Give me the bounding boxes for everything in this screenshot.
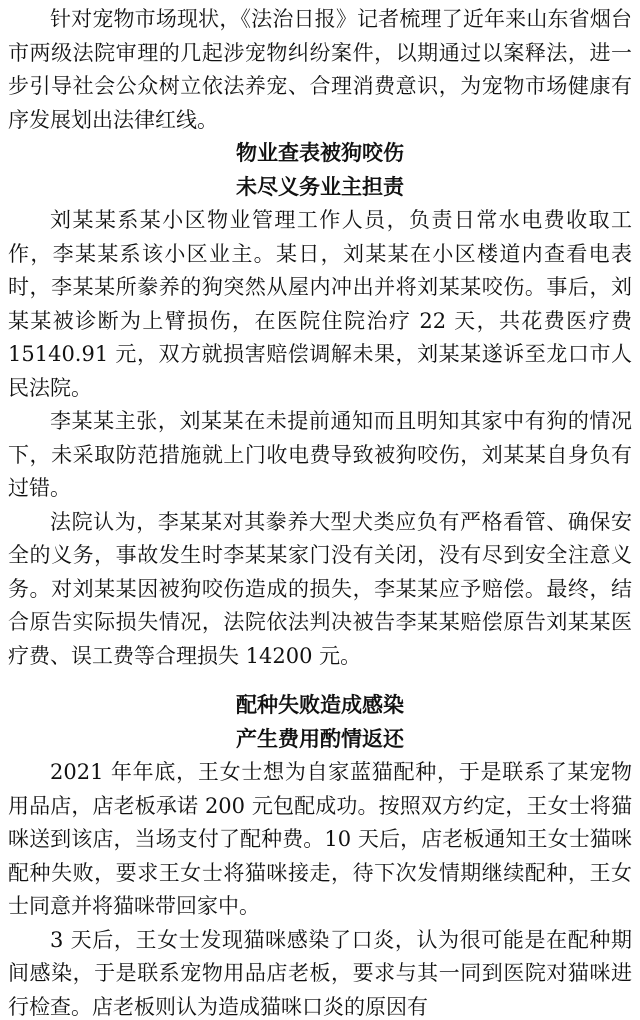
section1-paragraph-2: 李某某主张，刘某某在未提前通知而且明知其家中有狗的情况下，未采取防范措施就上门收电费导致被狗咬伤，刘某某自身负有过错。 xyxy=(8,409,632,500)
section1-title-line2: 未尽义务业主担责 xyxy=(236,174,404,199)
section2-title-line1: 配种失败造成感染 xyxy=(236,693,404,717)
section2-paragraph-1: 2021 年年底，王女士想为自家蓝猫配种，于是联系了某宠物用品店，店老板承诺 200 元包配成功。按照双方约定，王女士将猫咪送到该店，当场支付了配种费。10 天后，店老板通知王女士猫咪配种失败，要求王女士将猫咪接走，待下次发情期继续配种，王女士同意并将猫咪带回家中。 xyxy=(8,760,632,918)
section2-title-line2: 产生费用酌情返还 xyxy=(236,726,404,751)
section1-paragraph-1: 刘某某系某小区物业管理工作人员，负责日常水电费收取工作，李某某系该小区业主。某日，刘某某在小区楼道内查看电表时，李某某所豢养的狗突然从屋内冲出并将刘某某咬伤。事后，刘某某被诊断为上臂损伤，在医院住院治疗 22 天，共花费医疗费 15140.91 元，双方就损害赔偿调解未果，刘某某遂诉至龙口市人民法院。 xyxy=(8,208,632,400)
section-gap xyxy=(8,673,632,689)
section1-paragraph-3: 法院认为，李某某对其豢养大型犬类应负有严格看管、确保安全的义务，事故发生时李某某家门没有关闭，没有尽到安全注意义务。对刘某某因被狗咬伤造成的损失，李某某应予赔偿。最终，结合原告实际损失情况，法院依法判决被告李某某赔偿原告刘某某医疗费、误工费等合理损失 14200 元。 xyxy=(8,509,632,668)
intro-paragraph: 针对宠物市场现状，《法治日报》记者梳理了近年来山东省烟台市两级法院审理的几起涉宠物纠纷案件，以期通过以案释法，进一步引导社会公众树立依法养宠、合理消费意识，为宠物市场健康有序发展划出法律红线。 xyxy=(8,7,632,132)
section1-title-line1: 物业查表被狗咬伤 xyxy=(236,141,404,165)
section2-paragraph-2: 3 天后，王女士发现猫咪感染了口炎，认为很可能是在配种期间感染，于是联系宠物用品店老板，要求与其一同到医院对猫咪进行检查。店老板则认为造成猫咪口炎的原因有 xyxy=(8,927,632,1019)
